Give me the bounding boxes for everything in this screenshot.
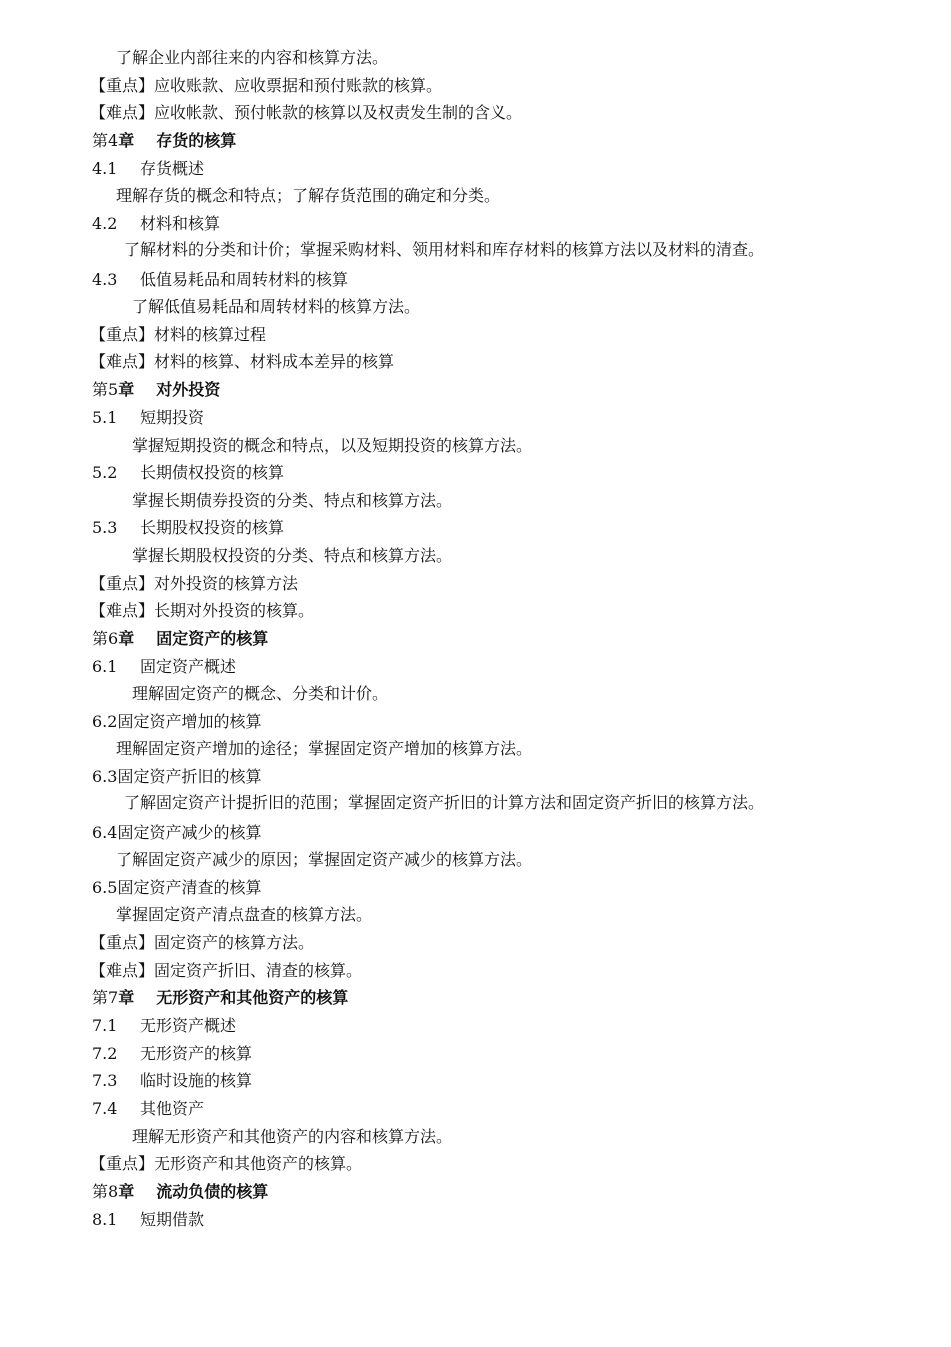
section-number: 7.4 <box>92 1099 118 1118</box>
key-points-line: 【重点】对外投资的核算方法 <box>90 573 299 593</box>
chapter-number: 第4 <box>92 130 119 150</box>
section-6-3-heading: 6.3固定资产折旧的核算 <box>92 767 262 787</box>
section-title: 无形资产概述 <box>140 1016 237 1036</box>
section-6-4-heading: 6.4固定资产减少的核算 <box>92 822 262 842</box>
section-4-2-heading <box>92 210 872 238</box>
section-4-3-heading <box>92 266 872 294</box>
section-title: 短期借款 <box>140 1209 205 1229</box>
chapter-5-heading <box>92 376 872 404</box>
difficult-points-line: 【难点】长期对外投资的核算。 <box>90 601 315 621</box>
chapter-7-heading <box>92 984 872 1012</box>
section-number: 4.1 <box>92 158 118 178</box>
key-points-line: 【重点】材料的核算过程 <box>90 324 267 344</box>
chapter-number: 第6 <box>92 628 119 648</box>
section-4-3-description: 了解低值易耗品和周转材料的核算方法。 <box>132 297 421 317</box>
section-5-2-heading <box>92 459 872 487</box>
key-points-line: 【重点】固定资产的核算方法。 <box>90 933 315 953</box>
chapter-title: 固定资产的核算 <box>156 628 269 648</box>
difficult-points-line: 【难点】固定资产折旧、清查的核算。 <box>90 960 363 980</box>
section-title: 长期债权投资的核算 <box>140 463 285 483</box>
section-6-5-description: 掌握固定资产清点盘查的核算方法。 <box>116 905 373 925</box>
section-5-3-description: 掌握长期股权投资的分类、特点和核算方法。 <box>132 545 453 565</box>
section-6-2-heading: 6.2固定资产增加的核算 <box>92 711 262 731</box>
chapter-word: 章 <box>118 1181 135 1201</box>
section-number: 5.3 <box>92 518 118 538</box>
section-number: 6.1 <box>92 656 118 676</box>
section-number: 4.3 <box>92 269 118 289</box>
section-number: 7.3 <box>92 1071 118 1091</box>
section-title: 无形资产的核算 <box>140 1043 253 1063</box>
description-line: 了解企业内部往来的内容和核算方法。 <box>116 48 389 67</box>
chapter-title: 存货的核算 <box>156 130 237 150</box>
key-points-line: 【重点】应收账款、应收票据和预付账款的核算。 <box>90 75 443 95</box>
chapter-word: 章 <box>118 379 135 399</box>
chapter-6-heading <box>92 625 872 653</box>
chapter-number: 第8 <box>92 1181 119 1201</box>
section-title: 存货概述 <box>140 158 205 178</box>
section-7-2-heading <box>92 1040 872 1068</box>
key-points-line: 【重点】无形资产和其他资产的核算。 <box>90 1154 363 1174</box>
section-number: 7.2 <box>92 1043 118 1063</box>
chapter-title: 流动负债的核算 <box>156 1181 269 1201</box>
section-title: 固定资产概述 <box>140 656 237 676</box>
section-7-3-heading <box>92 1067 872 1095</box>
section-4-1-heading <box>92 155 872 183</box>
syllabus-content <box>92 44 872 1233</box>
chapter-word: 章 <box>118 628 135 648</box>
section-title: 其他资产 <box>140 1099 205 1118</box>
section-6-2-description: 理解固定资产增加的途径；掌握固定资产增加的核算方法。 <box>116 739 533 759</box>
section-title: 材料和核算 <box>140 213 221 233</box>
section-4-2-description: 了解材料的分类和计价；掌握采购材料、领用材料和库存材料的核算方法以及材料的清查。 <box>124 239 765 259</box>
section-5-3-heading <box>92 514 872 542</box>
section-title: 低值易耗品和周转材料的核算 <box>140 269 349 289</box>
chapter-word: 章 <box>118 130 135 150</box>
chapter-4-heading <box>92 127 872 155</box>
section-6-1-heading <box>92 653 872 681</box>
section-6-4-description: 了解固定资产减少的原因；掌握固定资产减少的核算方法。 <box>116 850 533 870</box>
section-8-1-heading <box>92 1206 872 1234</box>
section-7-4-heading <box>92 1095 872 1123</box>
section-6-3-description: 了解固定资产计提折旧的范围；掌握固定资产折旧的计算方法和固定资产折旧的核算方法。 <box>124 792 765 812</box>
section-6-1-description: 理解固定资产的概念、分类和计价。 <box>132 684 389 704</box>
section-number: 5.2 <box>92 463 118 483</box>
chapter-title: 无形资产和其他资产的核算 <box>156 988 349 1008</box>
section-number: 8.1 <box>92 1209 118 1229</box>
section-5-1-description: 掌握短期投资的概念和特点，以及短期投资的核算方法。 <box>132 435 533 455</box>
chapter-number: 第5 <box>92 379 119 399</box>
section-title: 长期股权投资的核算 <box>140 518 285 538</box>
chapter-word: 章 <box>118 988 135 1008</box>
section-5-1-heading <box>92 404 872 432</box>
section-7-1-heading <box>92 1012 872 1040</box>
chapter-number: 第7 <box>92 988 119 1008</box>
section-title: 短期投资 <box>140 407 205 427</box>
section-6-5-heading: 6.5固定资产清查的核算 <box>92 877 262 897</box>
difficult-points-line: 【难点】应收帐款、预付帐款的核算以及权责发生制的含义。 <box>90 103 523 123</box>
difficult-points-line: 【难点】材料的核算、材料成本差异的核算 <box>90 352 395 372</box>
section-number: 4.2 <box>92 213 118 233</box>
section-5-2-description: 掌握长期债券投资的分类、特点和核算方法。 <box>132 490 453 510</box>
section-number: 5.1 <box>92 407 118 427</box>
chapter-title: 对外投资 <box>156 379 221 399</box>
section-4-1-description: 理解存货的概念和特点；了解存货范围的确定和分类。 <box>116 186 501 206</box>
section-number: 7.1 <box>92 1016 118 1036</box>
section-title: 临时设施的核算 <box>140 1071 253 1091</box>
section-7-4-description: 理解无形资产和其他资产的内容和核算方法。 <box>132 1126 453 1146</box>
chapter-8-heading <box>92 1178 872 1206</box>
